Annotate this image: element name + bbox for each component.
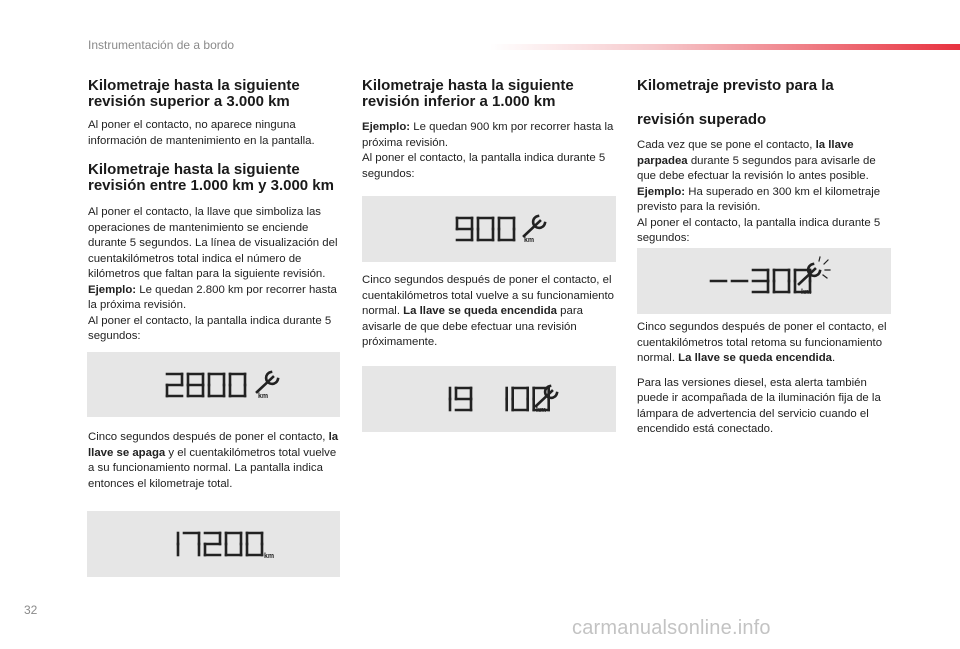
display-panel-19100 (362, 366, 616, 432)
section-text-overdue (637, 138, 895, 247)
column-3 (637, 78, 895, 247)
digits (711, 270, 810, 292)
text-span: Al poner el contacto, la llave que simboliza las operaciones de mantenimiento se enciende durante 5 segundos. La línea de visualización del cuentakilómetros total indica el número de kilómetros que faltan para la siguiente revisión. (88, 206, 338, 280)
odometer-display-17200 (87, 511, 340, 577)
section-title-under-1000: Kilometraje hasta la siguiente revisión inferior a 1.000 km (362, 77, 574, 110)
digits (167, 374, 245, 396)
example-text: Ha superado en 300 km el kilometraje previsto para la revisión. (637, 185, 881, 213)
odometer-display-900 (362, 196, 616, 262)
unit-km: km (264, 553, 275, 560)
example-label: Ejemplo: (637, 185, 686, 198)
text-span: y el cuentakilómetros total vuelve a su funcionamiento normal. La pantalla indica entonces el kilometraje total. (88, 446, 337, 490)
example-label: Ejemplo: (362, 121, 411, 133)
digits (457, 218, 514, 240)
unit-km: km (536, 407, 547, 414)
watermark-text: carmanualsonline.info (572, 617, 771, 639)
text-span: durante 5 segundos para avisarle de que debe efectuar la revisión lo antes posible. (637, 154, 876, 182)
section-text-key-on-overdue (637, 320, 895, 367)
unit-km: km (801, 289, 812, 296)
section-text-over-3000: Al poner el contacto, no aparece ninguna información de mantenimiento en la pantalla. (88, 119, 315, 147)
display-panel-900 (362, 196, 616, 262)
text-span: . (832, 352, 836, 364)
page-number: 32 (24, 603, 38, 617)
section-title-over-3000: Kilometraje hasta la siguiente revisión superior a 3.000 km (88, 77, 300, 110)
text-span: Cinco segundos después de poner el contacto, el cuentakilómetros total retoma su funcionamiento normal. (637, 321, 887, 364)
unit-km: km (258, 393, 269, 400)
example-text: Le quedan 900 km por recorrer hasta la próxima revisión. (362, 121, 614, 149)
text-span: Cinco segundos después de poner el contacto, (88, 431, 329, 443)
section-text-key-on (362, 273, 620, 351)
display-panel-2800 (87, 352, 340, 417)
digits (178, 533, 262, 555)
example-text: Le quedan 2.800 km por recorrer hasta la próxima revisión. (88, 283, 337, 311)
odometer-display-19100 (362, 366, 616, 432)
column-1 (88, 78, 343, 345)
bold-text: La llave se queda encendida (403, 305, 557, 317)
example-label: Ejemplo: (88, 283, 137, 296)
text-span: Al poner el contacto, la pantalla indica durante 5 segundos: (362, 152, 606, 180)
running-header: Instrumentación de a bordo (88, 38, 235, 52)
text-span: Al poner el contacto, la pantalla indica durante 5 segundos: (637, 216, 881, 244)
bold-text: la llave parpadea (637, 139, 854, 167)
section-text-diesel: Para las versiones diesel, esta alerta también puede ir acompañada de la iluminación fija de la lámpara de advertencia del servicio cuando el encendido está conectado. (637, 376, 881, 435)
odometer-display-2800 (87, 352, 340, 417)
bold-text: La llave se queda encendida (678, 352, 832, 364)
digits (450, 388, 549, 410)
unit-km: km (524, 237, 535, 244)
section-title-overdue-line2: revisión superado (637, 111, 767, 128)
display-panel-300 (637, 248, 891, 314)
section-text-1000-3000 (88, 205, 343, 345)
text-span: Cinco segundos después de poner el contacto, el cuentakilómetros total vuelve a su funcionamiento normal. (362, 274, 615, 317)
column-2 (362, 78, 620, 182)
section-title-overdue-line1: Kilometraje previsto para la (637, 77, 834, 94)
column-1-lower (88, 430, 343, 492)
wrench-icon (524, 216, 545, 236)
section-text-under-1000 (362, 120, 620, 182)
column-2-lower (362, 273, 620, 351)
wrench-icon (257, 372, 278, 392)
display-panel-17200 (87, 511, 340, 577)
text-span: Cada vez que se pone el contacto, (637, 139, 816, 151)
text-span: para avisarle de que debe efectuar una revisión próximamente. (362, 305, 583, 348)
column-3-lower (637, 320, 895, 438)
header-accent-bar (490, 44, 960, 50)
section-title-1000-3000: Kilometraje hasta la siguiente revisión entre 1.000 km y 3.000 km (88, 161, 334, 194)
bold-text: la llave se apaga (88, 431, 339, 459)
odometer-display-minus-300 (637, 248, 891, 314)
section-text-key-off (88, 430, 343, 492)
text-span: Al poner el contacto, la pantalla indica durante 5 segundos: (88, 314, 332, 342)
